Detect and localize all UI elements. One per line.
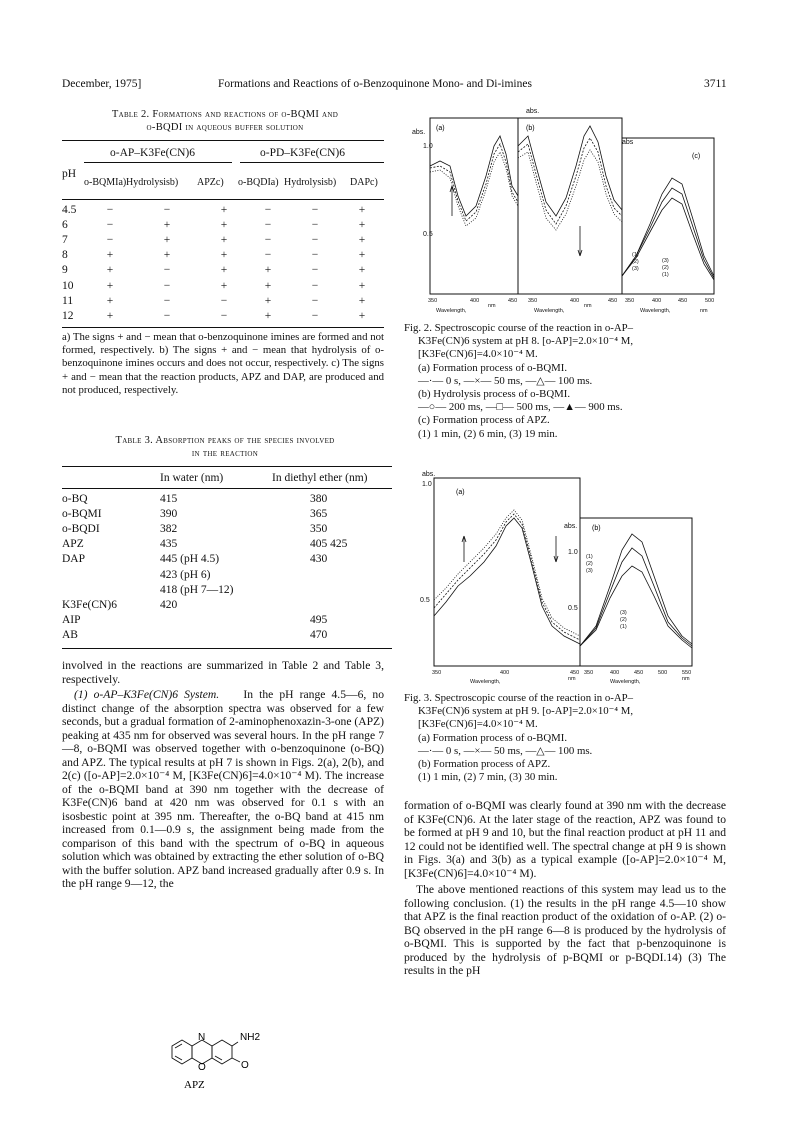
fig3-legend-r3: (1) <box>620 624 627 630</box>
table2-sign-cell: − <box>264 249 272 262</box>
fig3-caption: Fig. 3. Spectroscopic course of the reaction in o-AP– K3Fe(CN)6 system at pH 9. [o-AP]=2.0×10⁻⁴ M, [K3Fe(CN)6]=4.0×10⁻⁴ M. (a) Formation process of o-BQMI. —·— 0 s, —×— 50 ms, —△— 100 ms. (b) Formation process of APZ. (1) 1 min, (2) 7 min, (3) 30 min. <box>404 692 634 784</box>
table3-water-nm: 390 <box>160 507 178 520</box>
table2-ph-cell: 10 <box>62 279 74 292</box>
table3-water-nm: 420 <box>160 598 178 611</box>
fig2-xa-450: 450 <box>508 298 518 304</box>
table2-sign-cell: + <box>264 264 272 277</box>
table3-row <box>62 582 392 597</box>
fig2-xb-450: 450 <box>608 298 618 304</box>
table2-sign-cell: + <box>264 294 272 307</box>
fig3-xunit-a: nm <box>568 676 576 682</box>
left-paragraph-2: (1) o-AP–K3Fe(CN)6 System. In the pH range 4.5—6, no distinct change of the absorption spectra was observed for a few seconds, but a gradual formation of 2-aminophenoxazin-3-one (APZ) peaking at 435 nm for observed was several hours. In the pH range 7—8, o-BQMI was observed together with o-benzoquinone (o-BQ) and APZ. The typical results at pH 7 is shown in Figs. 2(a), 2(b), and 2(c) ([o-AP]=2.0×10⁻⁴ M, [K3Fe(CN)6]=4.0×10⁻⁴ M). The increase of the o-BQMI band at 390 nm together with the decrease of K3Fe(CN)6 band at 420 nm was observed for 0.1 s with an isosbestic point at 395 nm. Thereafter, the o-BQ band at 415 nm increased from 0.1—0.9 s, the assignment being made from the comparison of this band with the spectrum of o-BQ in aqueous solution which was obtained by extracting the ether solution of o-BQ with the buffer solution. APZ band increased gradually after 0.9 s. In the pH range 9—12, the <box>62 688 384 890</box>
table3-species: DAP <box>62 553 86 566</box>
table2-sign-cell: − <box>264 218 272 231</box>
fig2-xa-350: 350 <box>428 298 438 304</box>
table2-col-hydrolysis1: Hydrolysisb) <box>126 177 179 188</box>
fig3-ylabel: abs. <box>422 471 436 478</box>
table3-ether-nm: 380 <box>310 492 328 505</box>
fig3-xb-450: 450 <box>634 670 644 676</box>
table2-sign-cell: − <box>106 218 114 231</box>
table3-species <box>62 567 160 582</box>
table3-ether-nm: 405 425 <box>310 538 348 551</box>
table2-sign-cell: + <box>106 294 114 307</box>
table3 <box>62 491 392 643</box>
fig2-xc-350: 350 <box>625 298 635 304</box>
table2-sign-cell: + <box>220 249 228 262</box>
fig3-y05: 0.5 <box>420 597 430 604</box>
fig2-legend-c-r3: (1) <box>662 272 669 278</box>
table3-ether-nm: 430 <box>310 553 328 566</box>
fig3-ylabel-b: abs. <box>564 523 578 530</box>
table2-sign-cell: − <box>311 203 319 216</box>
fig3-panel-b: (b) <box>592 525 601 532</box>
table2-ph-cell: 8 <box>62 249 68 262</box>
table2-sign-cell: + <box>358 264 366 277</box>
table2-sign-cell: + <box>163 233 171 246</box>
fig2-xlabel-b: Wavelength, <box>534 308 565 314</box>
table3-row <box>62 506 392 521</box>
table3-col-ether: In diethyl ether (nm) <box>272 472 368 484</box>
fig2-legend-c-r2: (2) <box>662 265 669 271</box>
right-paragraph-2: The above mentioned reactions of this system may lead us to the following conclusion. (1) the results in the pH range 4.5—10 show that APZ is the final reaction product of the oxidation of o-AP. (2) o-BQ observed in the pH range 6—8 is produced by the hydrolysis of o-BQMI. This is supported by the fact that p-benzoquinone is produced by the hydrolysis of p-BQMI or p-BQDI.14) (3) The results in the pH <box>404 883 726 977</box>
fig2-legend-c-l1: (1) <box>632 252 639 258</box>
fig2-y05: 0.5 <box>423 231 433 238</box>
table2-sign-cell: − <box>311 264 319 277</box>
table3-water-nm: 423 (pH 6) <box>160 568 211 581</box>
table2-col-apz: APZc) <box>197 177 224 188</box>
fig2-caption: Fig. 2. Spectroscopic course of the reaction in o-AP– K3Fe(CN)6 system at pH 8. [o-AP]=2.0×10⁻⁴ M, [K3Fe(CN)6]=4.0×10⁻⁴ M. (a) Formation process of o-BQMI. —·— 0 s, —×— 50 ms, —△— 100 ms. (b) Hydrolysis process of o-BQMI. —○— 200 ms, —□— 500 ms, —▲— 900 ms. (c) Formation process of APZ. (1) 1 min, (2) 6 min, (3) 19 min. <box>404 322 634 440</box>
table3-species: APZ <box>62 538 84 551</box>
table2-row <box>62 232 384 247</box>
fig2-ylabel-top: abs. <box>526 108 540 115</box>
table2 <box>62 202 384 324</box>
fig3-legend-r2: (2) <box>620 617 627 623</box>
table2-sign-cell: − <box>311 218 319 231</box>
table2-sign-cell: + <box>358 218 366 231</box>
table3-water-nm <box>160 628 274 643</box>
table2-sign-cell: + <box>220 279 228 292</box>
fig3-y10: 1.0 <box>422 481 432 488</box>
table2-sign-cell: − <box>264 203 272 216</box>
table2-ph-cell: 11 <box>62 294 74 307</box>
fig3-xlabel-b: Wavelength, <box>610 679 641 685</box>
table2-col-bqmi: o-BQMIa) <box>84 177 127 188</box>
table3-ether-nm: 470 <box>310 629 328 642</box>
fig2-xunit-a: nm <box>488 303 496 309</box>
fig2-xb-400: 400 <box>570 298 580 304</box>
table3-species: K3Fe(CN)6 <box>62 598 117 611</box>
fig2-xb-350: 350 <box>528 298 538 304</box>
fig2-xunit-b: nm <box>584 303 592 309</box>
table3-ether-nm: 350 <box>310 522 328 535</box>
apz-label: APZ <box>184 1079 205 1091</box>
table2-sign-cell: − <box>163 279 171 292</box>
table3-species: o-BQ <box>62 492 88 505</box>
fig3-xb-350: 350 <box>584 670 594 676</box>
table2-row <box>62 308 384 323</box>
fig3-legend-l2: (2) <box>586 561 593 567</box>
fig3-legend-l1: (1) <box>586 554 593 560</box>
figure-3 <box>400 466 720 686</box>
table2-sign-cell: + <box>106 249 114 262</box>
table3-water-nm: 445 (pH 4.5) <box>160 553 220 566</box>
table2-sign-cell: + <box>358 233 366 246</box>
table3-row <box>62 628 392 643</box>
table2-sign-cell: + <box>163 218 171 231</box>
page-number: 3711 <box>704 78 727 90</box>
table2-group-opd: o-PD–K3Fe(CN)6 <box>260 147 345 159</box>
fig3-xb-550: 550 <box>682 670 692 676</box>
table2-group-oap: o-AP–K3Fe(CN)6 <box>110 147 195 159</box>
table3-species <box>62 582 160 597</box>
table2-sign-cell: + <box>220 264 228 277</box>
table2-sign-cell: + <box>358 309 366 322</box>
fig2-xc-400: 400 <box>652 298 662 304</box>
fig2-y10: 1.0 <box>423 143 433 150</box>
fig2-ylabel: abs. <box>412 129 426 136</box>
table2-row <box>62 278 384 293</box>
fig2-panel-c: (c) <box>692 153 701 160</box>
table2-sign-cell: + <box>264 309 272 322</box>
fig2-panel-b: (b) <box>526 125 535 132</box>
table3-row <box>62 597 392 612</box>
fig3-xb-500: 500 <box>658 670 668 676</box>
table3-row <box>62 491 392 506</box>
fig3-legend-r1: (3) <box>620 610 627 616</box>
table2-sign-cell: − <box>220 309 228 322</box>
fig3-y05-b: 0.5 <box>568 605 578 612</box>
table2-sign-cell: − <box>311 233 319 246</box>
table3-species: AB <box>62 629 78 642</box>
table2-sign-cell: + <box>220 233 228 246</box>
table3-ether-nm <box>274 567 392 582</box>
apz-o-keto: O <box>241 1060 249 1071</box>
table2-sign-cell: + <box>220 218 228 231</box>
table2-sign-cell: + <box>106 279 114 292</box>
table3-species: o-BQDI <box>62 522 100 535</box>
fig2-panel-a: (a) <box>436 125 445 132</box>
table2-sign-cell: − <box>163 294 171 307</box>
table2-sign-cell: + <box>358 203 366 216</box>
table2-sign-cell: − <box>264 233 272 246</box>
table2-ph-cell: 4.5 <box>62 203 77 216</box>
header-date: December, 1975] <box>62 78 142 90</box>
header-title: Formations and Reactions of o-Benzoquinone Mono- and Di-imines <box>218 78 532 90</box>
left-paragraph-1: involved in the reactions are summarized in Table 2 and Table 3, respectively. <box>62 659 384 686</box>
table2-sign-cell: − <box>163 309 171 322</box>
table2-sign-cell: − <box>106 203 114 216</box>
table2-sign-cell: − <box>311 249 319 262</box>
table3-water-nm: 435 <box>160 538 178 551</box>
table2-ph-cell: 12 <box>62 309 74 322</box>
table3-row <box>62 552 392 567</box>
fig3-panel-a: (a) <box>456 489 465 496</box>
table2-col-dap: DAPc) <box>350 177 378 188</box>
fig2-xlabel-a: Wavelength, <box>436 308 467 314</box>
table3-water-nm: 415 <box>160 492 178 505</box>
table3-species: o-BQMI <box>62 507 102 520</box>
table2-caption: Table 2. Formations and reactions of o-BQMI and o-BQDI in aqueous buffer solution <box>111 109 339 133</box>
table2-ph-cell: 9 <box>62 264 68 277</box>
fig3-xb-400: 400 <box>610 670 620 676</box>
fig2-xunit-c: nm <box>700 308 708 314</box>
table2-sign-cell: − <box>163 203 171 216</box>
table3-ether-nm <box>274 582 392 597</box>
table2-sign-cell: − <box>311 309 319 322</box>
table2-row <box>62 202 384 217</box>
table2-row <box>62 217 384 232</box>
table3-water-nm: 418 (pH 7—12) <box>160 583 234 596</box>
table2-sign-cell: − <box>163 264 171 277</box>
table3-row <box>62 537 392 552</box>
table2-row <box>62 248 384 263</box>
fig2-legend-c-l3: (3) <box>632 266 639 272</box>
apz-structure <box>158 1018 278 1098</box>
apz-nh2: NH2 <box>240 1032 261 1043</box>
fig2-xc-450: 450 <box>678 298 688 304</box>
fig3-xunit-b: nm <box>682 676 690 682</box>
table2-sign-cell: + <box>106 309 114 322</box>
table2-sign-cell: + <box>264 279 272 292</box>
section-heading: (1) o-AP–K3Fe(CN)6 System. <box>74 688 220 701</box>
table2-ph-label: pH <box>62 168 77 180</box>
fig2-ylabel-c: abs <box>622 139 634 146</box>
table3-ether-nm: 365 <box>310 507 328 520</box>
fig3-xa-450: 450 <box>570 670 580 676</box>
fig2-xlabel-c: Wavelength, <box>640 308 671 314</box>
fig2-legend-c-l2: (2) <box>632 259 639 265</box>
table2-sign-cell: + <box>358 279 366 292</box>
table3-species: AIP <box>62 614 81 627</box>
table3-ether-nm <box>274 597 392 612</box>
table2-sign-cell: − <box>220 294 228 307</box>
table3-row <box>62 567 392 582</box>
apz-o-ring: O <box>198 1062 206 1073</box>
table3-water-nm: 382 <box>160 522 178 535</box>
table2-sign-cell: + <box>163 249 171 262</box>
table2-sign-cell: + <box>220 203 228 216</box>
table2-sign-cell: + <box>358 294 366 307</box>
table2-ph-cell: 6 <box>62 218 68 231</box>
table2-col-hydrolysis2: Hydrolysisb) <box>284 177 337 188</box>
table3-caption: Table 3. Absorption peaks of the species involved in the reaction <box>115 435 335 459</box>
fig3-xa-400: 400 <box>500 670 510 676</box>
fig3-y10-b: 1.0 <box>568 549 578 556</box>
table3-col-water: In water (nm) <box>160 472 224 484</box>
fig3-xa-350: 350 <box>432 670 442 676</box>
right-paragraph-1: formation of o-BQMI was clearly found at 390 nm with the decrease of K3Fe(CN)6. At the later stage of the reaction, APZ was found to be formed at pH 9 and 10, but the final reaction product at pH 11 and 12 could not be identified well. The spectral change at pH 9 is shown in Figs. 3(a) and 3(b) as a typical example ([o-AP]=2.0×10⁻⁴ M, [K3Fe(CN)6]=4.0×10⁻⁴ M). <box>404 799 726 880</box>
table2-sign-cell: − <box>311 294 319 307</box>
table3-ether-nm: 495 <box>310 614 328 627</box>
table2-row <box>62 293 384 308</box>
fig2-xc-500: 500 <box>705 298 715 304</box>
table2-row <box>62 263 384 278</box>
table3-row <box>62 521 392 536</box>
fig2-xa-400: 400 <box>470 298 480 304</box>
table2-ph-cell: 7 <box>62 233 68 246</box>
apz-n-atom: N <box>198 1032 206 1043</box>
table2-footnote: a) The signs + and − mean that o-benzoquinone imines are formed and not formed, respectively. b) The signs + and − mean that hydrolysis of o-benzoquinone imines occurs and does not occur, respectively. c) The signs + and − mean that the reaction products, APZ and DAP, are produced and not produced, respectively. <box>62 331 384 396</box>
table2-sign-cell: + <box>358 249 366 262</box>
figure-2 <box>400 106 720 316</box>
table2-col-bqdi: o-BQDIa) <box>238 177 279 188</box>
fig3-legend-l3: (3) <box>586 568 593 574</box>
fig3-xlabel-a: Wavelength, <box>470 679 501 685</box>
table3-water-nm <box>160 613 274 628</box>
fig2-legend-c-r1: (3) <box>662 258 669 264</box>
table2-sign-cell: − <box>311 279 319 292</box>
table2-sign-cell: − <box>106 233 114 246</box>
table2-sign-cell: + <box>106 264 114 277</box>
table3-row <box>62 613 392 628</box>
